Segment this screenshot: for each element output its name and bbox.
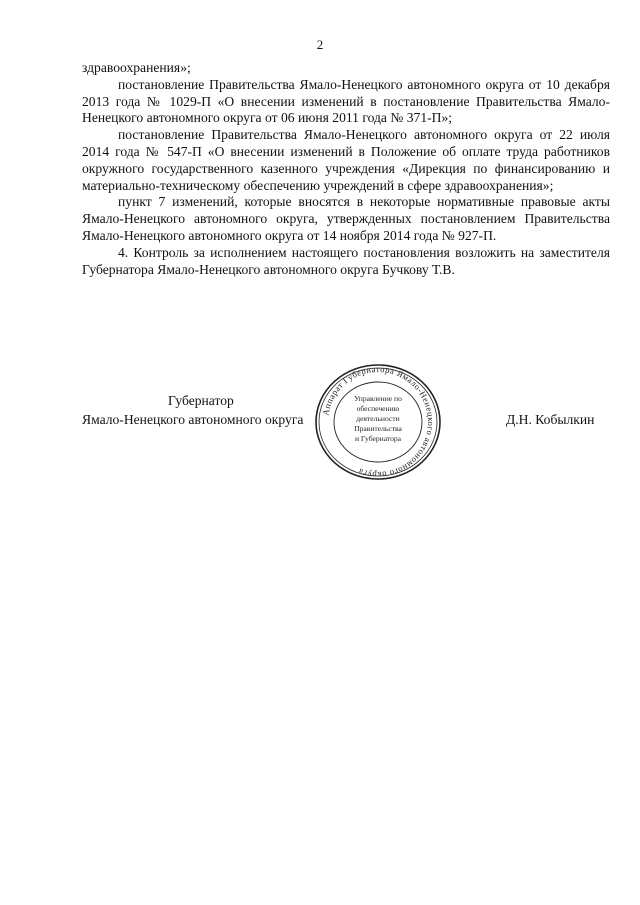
page-number: 2 <box>316 37 324 52</box>
paragraph-2: постановление Правительства Ямало-Ненецкого автономного округа от 10 декабря 2013 года № 1029-П «О внесении изменений в постановление Правительства Ямало-Ненецкого автономного округа от 06 июня 2011 года № 371-П»; <box>82 76 610 126</box>
stamp-line-4: Правительства <box>354 424 402 433</box>
signatory-name: Д.Н. Кобылкин <box>506 412 595 427</box>
paragraph-1: здравоохранения»; <box>82 60 191 75</box>
signatory-region: Ямало-Ненецкого автономного округа <box>82 412 304 427</box>
stamp-line-1: Управление по <box>354 394 402 403</box>
paragraph-4: пункт 7 изменений, которые вносятся в некоторые нормативные правовые акты Ямало-Ненецкого автономного округа, утвержденных постановлением Правительства Ямало-Ненецкого автономного округа от 14 ноября 2014 года № 927-П. <box>82 194 610 243</box>
document-body <box>82 60 610 278</box>
signatory-title: Губернатор <box>168 393 234 408</box>
stamp-line-2: обеспечению <box>356 404 400 413</box>
stamp-line-3: деятельности <box>356 414 400 423</box>
stamp-outer-text: Аппарат Губернатора Ямало-Ненецкого автономного округа <box>320 363 437 481</box>
stamp-line-5: и Губернатора <box>354 434 402 443</box>
paragraph-5: 4. Контроль за исполнением настоящего постановления возложить на заместителя Губернатора Ямало-Ненецкого автономного округа Бучкову Т.В. <box>82 244 610 277</box>
paragraph-3: постановление Правительства Ямало-Ненецкого автономного округа от 22 июля 2014 года № 547-П «О внесении изменений в Положение об оплате труда работников окружного государственного казенного учреждения «Дирекция по финансированию и материально-техническому обеспечению учреждений в сфере здравоохранения»; <box>82 127 610 193</box>
official-stamp <box>312 362 444 482</box>
